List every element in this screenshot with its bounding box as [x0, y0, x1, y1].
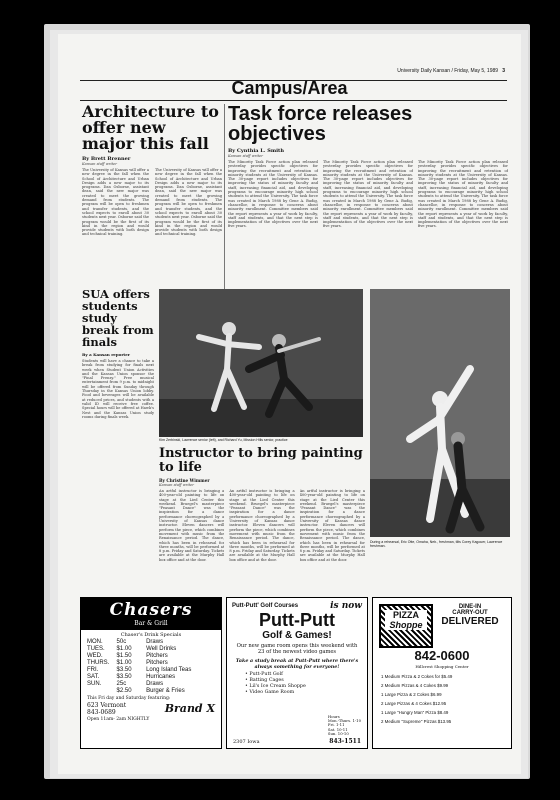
task-force-role: Kansan staff writer [228, 154, 263, 158]
chasers-special-item: Draws [146, 639, 164, 645]
chasers-special-item: Well Drinks [146, 646, 177, 652]
architecture-role: Kansan staff writer [82, 162, 117, 166]
chasers-special-item: Pitchers [146, 653, 168, 659]
section-title: Campus/Area [231, 78, 348, 98]
puttputt-features-list [227, 671, 367, 697]
pizza-logo [379, 604, 433, 648]
chasers-friday-line: This Fri day and Saturday featuring: [87, 696, 171, 701]
newspaper-page [58, 34, 521, 774]
puttputt-hours [328, 715, 361, 736]
instructor-body-col1: An artful instructor is bringing a 400-year-old painting to life on stage at the Lied Center this weekend. Bruegel's masterpiece "Peasant Dance" was the inspiration for a dance performance choreographed by a University of Kansas dance instructor. Eleven dancers will perform the piece, which combines movement with music from the Renaissance period. The dance, which has been in rehearsal for three months, will be performed at 8 p.m. Friday and Saturday. Tickets are available at the Murphy Hall box office and at the door. [159, 489, 225, 562]
chasers-special-item: Pitchers [146, 660, 168, 666]
puttputt-feature-item: • Lil's Ice Cream Shoppe [245, 684, 306, 689]
pizza-deal-item: 2 Large Pizzas & 4 Cokes $12.95 [381, 701, 447, 706]
architecture-headline: Architecture to offer new major this fall [82, 102, 219, 153]
instructor-byline: By Christine Wimmer [159, 478, 210, 483]
pizza-deal-item: 1 Large "Hungry Man" Pizza $8.49 [381, 710, 449, 715]
architecture-body-col2: The University of Kansas will offer a new degree in the fall when the School of Architecture and Urban Design adds a new major to its programs. Dan Osborne, assistant dean, said the new major was created to meet the growing demand from students. The program will be open to freshmen and transfer students, and the school expects to enroll about 30 students next year. Osborne said the program would be the first of its kind in the region and would provide students with both design and technical training. [155, 168, 222, 237]
chasers-special-price: $1.50 [116, 653, 132, 659]
dance-photo-right-image [370, 289, 510, 537]
chasers-special-day: SUN. [87, 681, 102, 687]
dance-photo-right [370, 289, 510, 537]
chasers-special-day: THURS. [87, 660, 110, 666]
task-force-body-col2: The Minority Task Force action plan released yesterday provides specific objectives for improving the recruitment and retention of minority students at the University of Kansas. The 30-page report includes objectives for improving the status of minority faculty and staff, increasing financial aid, and developing programs to encourage minority high school students to attend the University. The task force was created in March 1988 by Gene A. Budig, chancellor, in response to concerns about minority enrollment. Committee members said the report represents a year of work by faculty, staff and students, and that the next step is implementation of the objectives over the next five years. [323, 160, 413, 229]
chasers-special-item: Burger & Fries [146, 688, 185, 694]
puttputt-address: 2307 Iowa [233, 739, 260, 745]
sua-article [82, 288, 154, 579]
chasers-special-row [87, 681, 215, 688]
pizza-logo-top: PIZZA [393, 610, 419, 620]
puttputt-small-title: Putt-Putt' Golf Courses [232, 603, 299, 609]
instructor-article [159, 447, 365, 579]
pizza-shoppe-ad [372, 597, 512, 749]
chasers-special-row [87, 639, 215, 646]
puttputt-hours-line: Sat. 10-11 [327, 726, 348, 732]
chasers-special-row [87, 667, 215, 674]
chasers-special-item: Hurricanes [146, 674, 176, 680]
puttputt-feature-item: • Video Game Room [245, 690, 295, 695]
chasers-special-day: WED. [87, 653, 103, 659]
chasers-special-day [87, 688, 117, 695]
pizza-deals-list [381, 672, 503, 726]
chasers-specials-title: Chaser's Drink Specials [120, 632, 182, 638]
chasers-special-price: $3.50 [116, 667, 132, 673]
chasers-special-price: 50c [116, 639, 127, 645]
chasers-special-price: 25c [116, 681, 127, 687]
architecture-byline: By Brett Brenner [82, 156, 131, 162]
chasers-specials-list [81, 638, 221, 696]
chasers-special-price: $2.50 [116, 688, 132, 694]
dateline-text: University Daily Kansan / Friday, May 5, 1989 [397, 68, 499, 74]
puttputt-now: is now [330, 601, 362, 611]
chasers-special-day: SAT. [87, 674, 100, 680]
chasers-special-row [87, 688, 215, 695]
architecture-body-col1: The University of Kansas will offer a new degree in the fall when the School of Architecture and Urban Design adds a new major to its programs. Dan Osborne, assistant dean, said the new major was created to meet the growing demand from students. The program will be open to freshmen and transfer students, and the school expects to enroll about 30 students next year. Osborne said the program would be the first of its kind in the region and would provide students with both design and technical training. [82, 168, 149, 237]
puttputt-hours-line: Hours [327, 713, 340, 719]
sua-body: Students will have a chance to take a break from studying for finals next week when Student Union Activities and the Kansas Union sponsor the "Final Frenzy." Free musical entertainment from 9 p.m. to midnight will be offered from Sunday through Thursday in the Kansas Union lobby. Food and beverages will be available at reduced prices, and students with a valid ID will receive free coffee. Special hours will be offered at Hawk's Nest and the Kansas Union study rooms during finals week. [82, 359, 154, 419]
sua-headline: SUA offers students study break from finals [82, 287, 154, 349]
pizza-dine-in: DINE-IN [458, 604, 482, 610]
puttputt-feature-item: • Putt-Putt Golf [245, 672, 283, 677]
chasers-special-day: FRI. [87, 667, 99, 673]
chasers-special-item: Draws [146, 681, 164, 687]
dateline [397, 68, 505, 74]
pizza-delivered: DELIVERED [441, 616, 499, 627]
chasers-special-day: TUES. [87, 646, 105, 652]
pizza-address: Hillcrest Shopping Center [415, 664, 469, 669]
puttputt-hours-line: Mon.-Thurs. 1-10 [327, 718, 361, 724]
chasers-band: Brand X [164, 702, 215, 715]
pizza-logo-bottom: Shoppe [389, 620, 423, 630]
column-divider [224, 104, 225, 294]
chasers-special-row [87, 674, 215, 681]
chasers-address: 623 Vermont [87, 702, 127, 709]
task-force-headline: Task force releases objectives [228, 103, 413, 145]
instructor-role: Kansan staff writer [159, 483, 194, 487]
pizza-deal-item: 1 Large Pizza & 2 Cokes $6.99 [381, 692, 442, 697]
chasers-special-price: $3.50 [116, 674, 132, 680]
chasers-special-row [87, 660, 215, 667]
task-force-body-col1: The Minority Task Force action plan released yesterday provides specific objectives for improving the recruitment and retention of minority students at the University of Kansas. The 30-page report includes objectives for improving the status of minority faculty and staff, increasing financial aid, and developing programs to encourage minority high school students to attend the University. The task force was created in March 1988 by Gene A. Budig, chancellor, in response to concerns about minority enrollment. Committee members said the report represents a year of work by faculty, staff and students, and that the next step is implementation of the objectives over the next five years. [228, 160, 318, 229]
puttputt-ad [226, 597, 368, 749]
dance-photo-left-image [159, 289, 363, 437]
chasers-special-day: MON. [87, 639, 103, 645]
chasers-special-item: Long Island Teas [146, 667, 192, 673]
instructor-body-col2: An artful instructor is bringing a 400-year-old painting to life on stage at the Lied Center this weekend. Bruegel's masterpiece "Peasant Dance" was the inspiration for a dance performance choreographed by a University of Kansas dance instructor. Eleven dancers will perform the piece, which combines movement with music from the Renaissance period. The dance, which has been in rehearsal for three months, will be performed at 8 p.m. Friday and Saturday. Tickets are available at the Murphy Hall box office and at the door. [229, 489, 295, 562]
instructor-headline: Instructor to bring painting to life [159, 446, 363, 475]
chasers-subname: Bar & Grill [134, 620, 168, 627]
pizza-deal-item: 1 Medium Pizza & 2 Cokes for $5.49 [381, 674, 453, 679]
chasers-special-row [87, 653, 215, 660]
photo-left-caption: Kim Zerbinski, Lawrence senior (left), and Richard Yu, Mission Hills senior, practice [159, 438, 288, 442]
puttputt-tagline: Take a study break at Putt-Putt where there's always something for everyone! [235, 658, 359, 670]
puttputt-feature-item: • Batting Cages [245, 678, 284, 683]
puttputt-promo: Our new game room opens this weekend with 23 of the newest video games [236, 643, 358, 655]
pizza-carry-out: CARRY-OUT [452, 610, 488, 616]
puttputt-hours-line: Fri. 1-11 [327, 722, 345, 728]
puttputt-phone: 843-1511 [329, 738, 361, 745]
instructor-body-col3: An artful instructor is bringing a 400-year-old painting to life on stage at the Lied Center this weekend. Bruegel's masterpiece "Peasant Dance" was the inspiration for a dance performance choreographed by a University of Kansas dance instructor. Eleven dancers will perform the piece, which combines movement with music from the Renaissance period. The dance, which has been in rehearsal for three months, will be performed at 8 p.m. Friday and Saturday. Tickets are available at the Murphy Hall box office and at the door. [299, 489, 365, 562]
photo-right-caption: During a rehearsal, Eric Otte, Omaha, Neb., freshman, tilts Corey Kagouer, Lawrence freshman. [370, 540, 503, 548]
page-number: 3 [502, 68, 505, 74]
dance-photo-left [159, 289, 363, 437]
chasers-logo: Chasers [109, 600, 193, 620]
pizza-phone: 842-0600 [414, 648, 470, 663]
task-force-body-col3: The Minority Task Force action plan released yesterday provides specific objectives for improving the recruitment and retention of minority students at the University of Kansas. The 30-page report includes objectives for improving the status of minority faculty and staff, increasing financial aid, and developing programs to encourage minority high school students to attend the University. The task force was created in March 1988 by Gene A. Budig, chancellor, in response to concerns about minority enrollment. Committee members said the report represents a year of work by faculty, staff and students, and that the next step is implementation of the objectives over the next five years. [418, 160, 508, 229]
chasers-special-row [87, 646, 215, 653]
chasers-special-price: $1.00 [116, 660, 132, 666]
puttputt-big-title: Putt-Putt [259, 610, 335, 630]
sua-byline: By a Kansan reporter [82, 352, 130, 357]
task-force-byline: By Cynthia L. Smith [228, 148, 284, 154]
puttputt-hours-line: Sun. 10-10 [327, 730, 349, 736]
pizza-deal-item: 2 Medium Pizzas & 4 Cokes $9.99 [381, 683, 449, 688]
header-rule-bottom [80, 100, 507, 101]
chasers-ad [80, 597, 222, 749]
pizza-deal-item: 2 Medium "Supreme" Pizzas $13.95 [381, 719, 452, 724]
puttputt-subtitle: Golf & Games! [262, 630, 332, 641]
chasers-hours: Open 11am- 2am NIGHTLY [87, 717, 150, 722]
chasers-special-price: $1.00 [116, 646, 132, 652]
chasers-phone: 843-0689 [87, 709, 116, 716]
